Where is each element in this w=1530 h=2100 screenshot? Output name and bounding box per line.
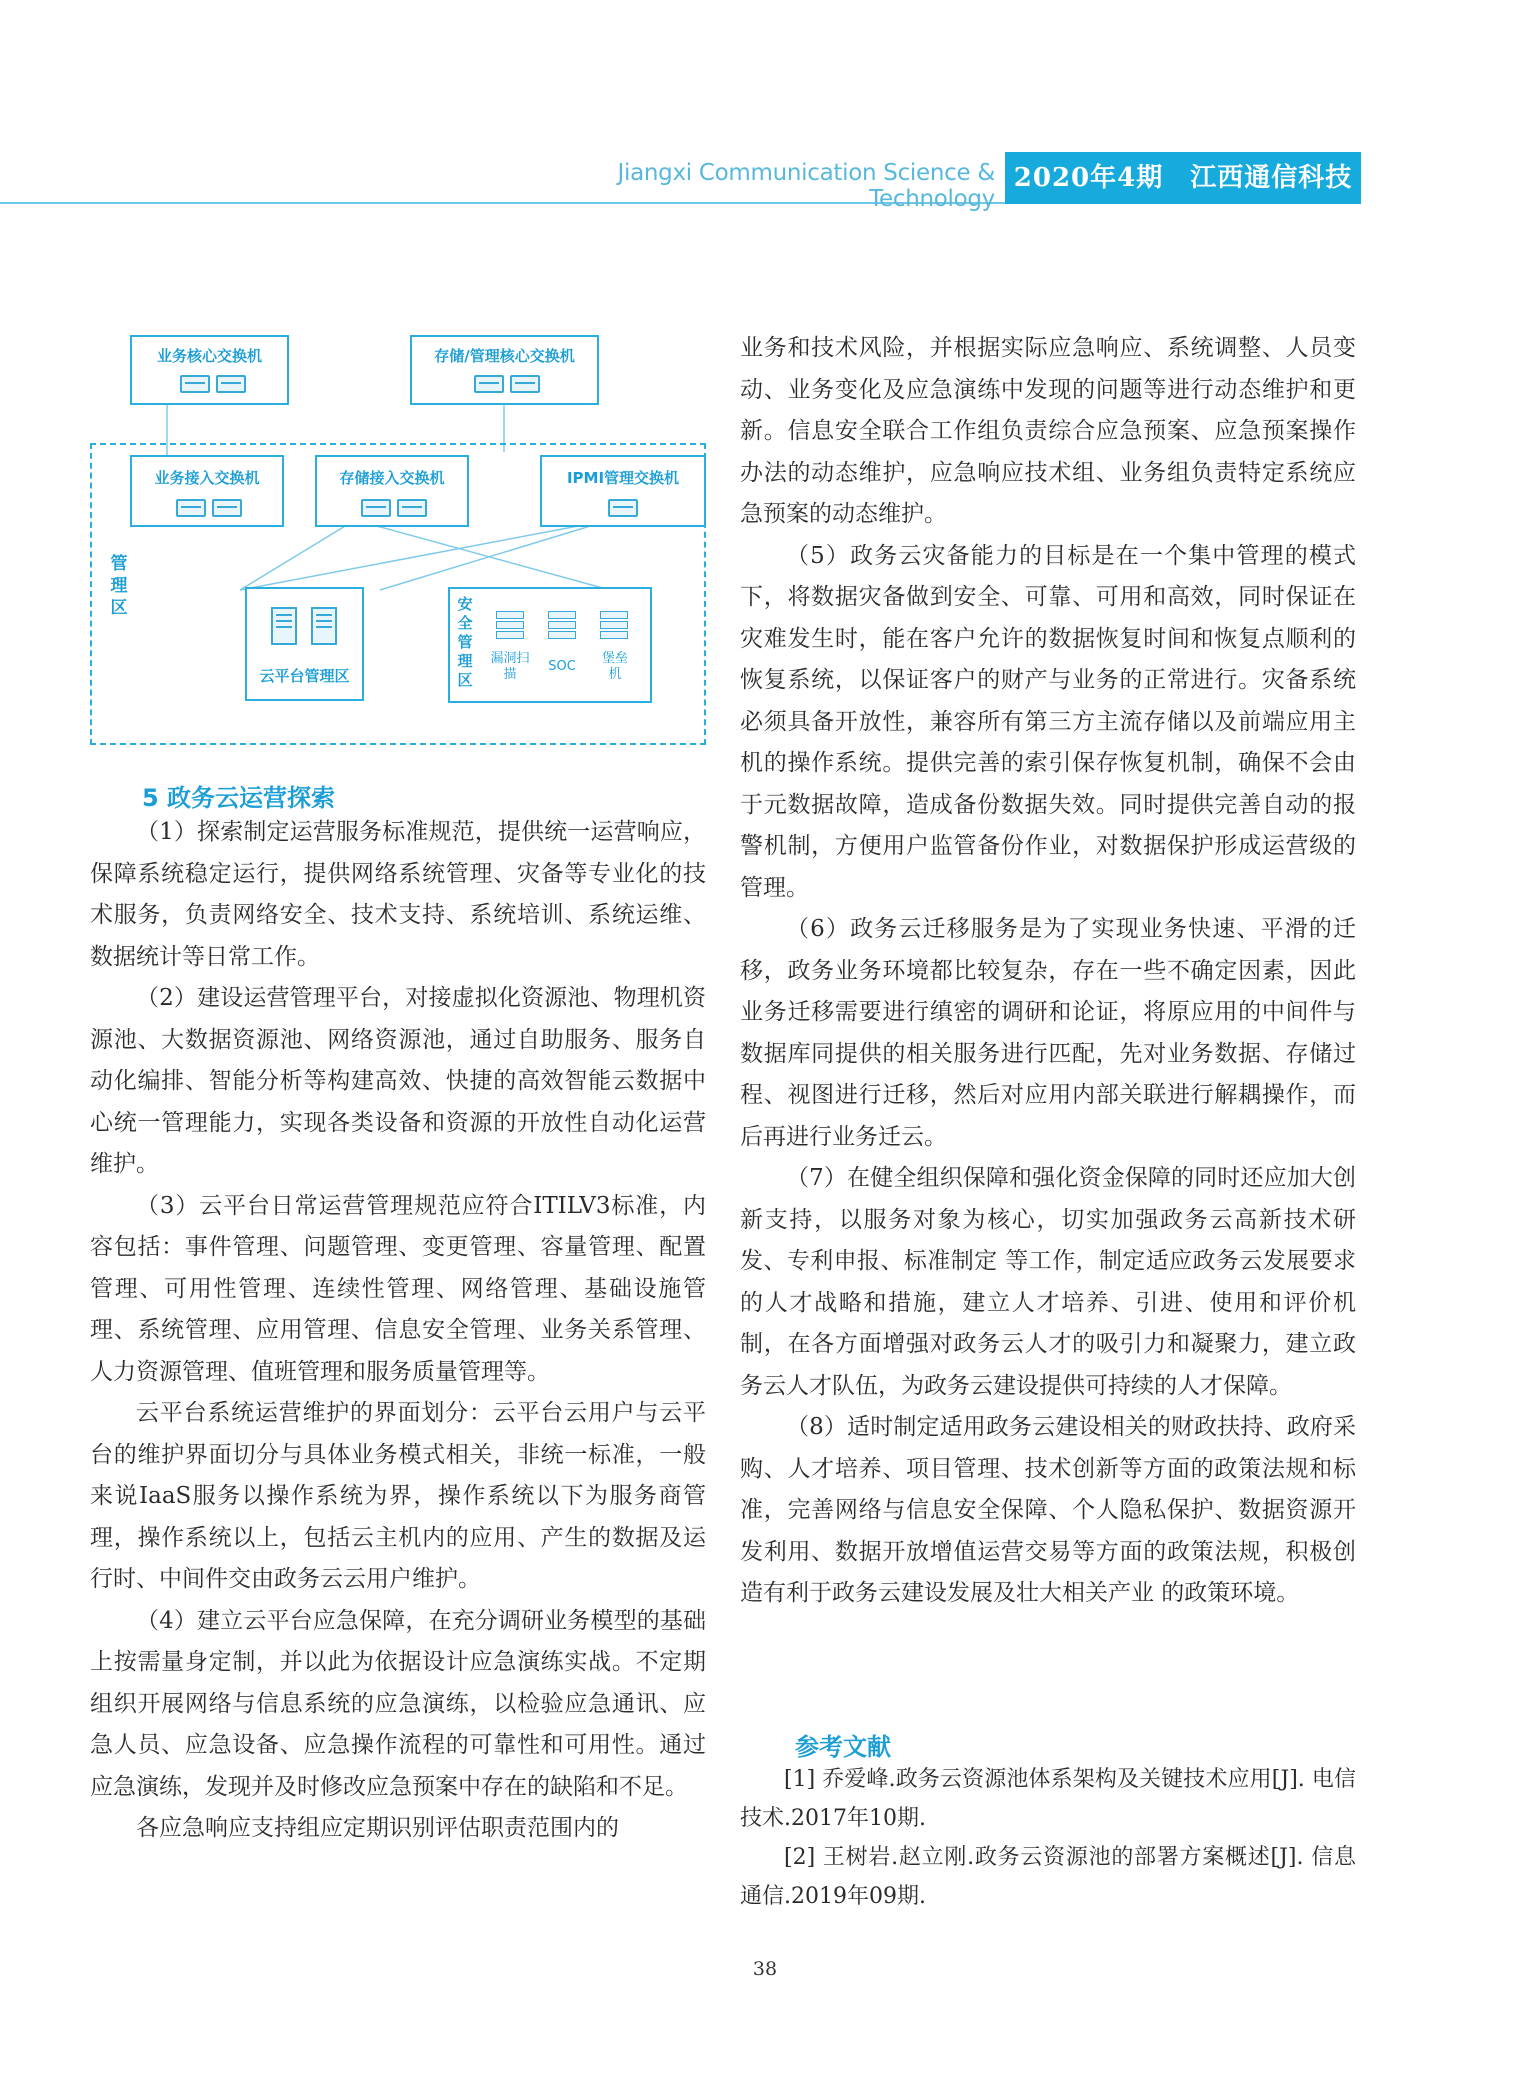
switch-icon — [474, 375, 504, 393]
paragraph: 各应急响应支持组应定期识别评估职责范围内的 — [136, 1815, 619, 1841]
scanner-icon — [496, 611, 524, 639]
server-icon — [271, 607, 297, 645]
ipmi-switch-label: IPMI管理交换机 — [566, 469, 680, 487]
bastion-icon — [600, 611, 628, 639]
soc-label: SOC — [548, 659, 576, 674]
cloud-mgmt-zone — [245, 587, 364, 701]
switch-icon — [510, 375, 540, 393]
core-business-switch — [130, 335, 289, 405]
issue-banner: 2020年4期 江西通信科技 — [1005, 152, 1361, 204]
paragraph: （1）探索制定运营服务标准规范，提供统一运营响应，保障系统稳定运行，提供网络系统管理、灾备等专业化的技术服务，负责网络安全、技术支持、系统培训、系统运维、数据统计等日常工作。 — [90, 819, 706, 970]
right-column — [740, 328, 1356, 1615]
switch-icon — [212, 499, 242, 517]
page-number: 38 — [752, 1958, 778, 1980]
switch-icon — [180, 375, 210, 393]
access-storage-switch-label: 存储接入交换机 — [339, 469, 445, 487]
core-storage-switch-label: 存储/管理核心交换机 — [434, 347, 575, 365]
section-title: 5 政务云运营探索 — [142, 784, 336, 812]
access-business-switch-label: 业务接入交换机 — [154, 469, 260, 487]
switch-icon — [608, 499, 638, 517]
left-column — [90, 812, 706, 1850]
paragraph: （3）云平台日常运营管理规范应符合ITILV3标准，内容包括：事件管理、问题管理、变更管理、容量管理、配置管理、可用性管理、连续性管理、网络管理、基础设施管理、系统管理、应用管理、信息安全管理、业务关系管理、人力资源管理、值班管理和服务质量管理等。 — [90, 1192, 706, 1385]
switch-icon — [216, 375, 246, 393]
reference-item: [2] 王树岩.赵立刚.政务云资源池的部署方案概述[J]. 信息通信.2019年09期. — [740, 1845, 1356, 1909]
references-list — [740, 1760, 1356, 1916]
security-zone-label: 安全管理区 — [457, 595, 473, 689]
switch-icon — [176, 499, 206, 517]
bastion-label: 堡垒机 — [601, 651, 628, 682]
switch-icon — [361, 499, 391, 517]
security-zone — [448, 587, 652, 703]
paragraph: （5）政务云灾备能力的目标是在一个集中管理的模式下，将数据灾备做到安全、可靠、可用和高效，同时保证在灾难发生时，能在客户允许的数据恢复时间和恢复点顺利的恢复系统，以保证客户的财产与业务的正常进行。灾备系统必须具备开放性，兼容所有第三方主流存储以及前端应用主机的操作系统。提供完善的索引保存恢复机制，确保不会由于元数据故障，造成备份数据失效。同时提供完善自动的报警机制，方便用户监管备份作业，对数据保护形成运营级的管理。 — [740, 542, 1356, 901]
paragraph: 云平台系统运营维护的界面划分：云平台云用户与云平台的维护界面切分与具体业务模式相关，非统一标准，一般来说IaaS服务以操作系统为界，操作系统以下为服务商管理，操作系统以上，包括云主机内的应用、产生的数据及运行时、中间件交由政务云云用户维护。 — [90, 1400, 706, 1592]
access-storage-switch — [315, 455, 469, 527]
core-storage-switch — [410, 335, 599, 405]
paragraph: （4）建立云平台应急保障，在充分调研业务模型的基础上按需量身定制，并以此为依据设计应急演练实战。不定期组织开展网络与信息系统的应急演练，以检验应急通讯、应急人员、应急设备、应急操作流程的可靠性和可用性。通过应急演练，发现并及时修改应急预案中存在的缺陷和不足。 — [90, 1607, 706, 1800]
reference-item: [1] 乔爱峰.政务云资源池体系架构及关键技术应用[J]. 电信技术.2017年10期. — [740, 1767, 1356, 1831]
paragraph: （6）政务云迁移服务是为了实现业务快速、平滑的迁移，政务业务环境都比较复杂，存在一些不确定因素，因此业务迁移需要进行缜密的调研和论证，将原应用的中间件与数据库同提供的相关服务进行匹配，先对业务数据、存储过程、视图进行迁移，然后对应用内部关联进行解耦操作，而后再进行业务迁云。 — [740, 916, 1356, 1150]
cloud-mgmt-zone-label: 云平台管理区 — [259, 667, 350, 685]
journal-english-title: Jiangxi Communication Science & Technology — [617, 160, 995, 212]
paragraph: （8）适时制定适用政务云建设相关的财政扶持、政府采购、人才培养、项目管理、技术创新等方面的政策法规和标准，完善网络与信息安全保障、个人隐私保护、数据资源开发利用、数据开放增值运营交易等方面的政策法规，积极创造有利于政务云建设发展及壮大相关产业 的政策环境。 — [740, 1414, 1356, 1606]
access-business-switch — [130, 455, 284, 527]
soc-icon — [548, 611, 576, 639]
server-icon — [311, 607, 337, 645]
references-title: 参考文献 — [795, 1733, 891, 1761]
core-business-switch-label: 业务核心交换机 — [156, 347, 262, 365]
switch-icon — [397, 499, 427, 517]
network-diagram — [80, 325, 710, 745]
paragraph: 业务和技术风险，并根据实际应急响应、系统调整、人员变动、业务变化及应急演练中发现的问题等进行动态维护和更新。信息安全联合工作组负责综合应急预案、应急预案操作办法的动态维护，应急响应技术组、业务组负责特定系统应急预案的动态维护。 — [740, 335, 1356, 527]
ipmi-switch — [540, 455, 706, 527]
paragraph: （7）在健全组织保障和强化资金保障的同时还应加大创新支持，以服务对象为核心，切实加强政务云高新技术研发、专利申报、标准制定 等工作，制定适应政务云发展要求的人才战略和措施，建立人才培养、引进、使用和评价机制，在各方面增强对政务云人才的吸引力和凝聚力，建立政务云人才队伍，为政务云建设提供可持续的人才保障。 — [740, 1165, 1356, 1399]
management-zone-label: 管理区 — [110, 554, 128, 618]
vuln-scan-label: 漏洞扫描 — [490, 651, 530, 682]
paragraph: （2）建设运营管理平台，对接虚拟化资源池、物理机资源池、大数据资源池、网络资源池，通过自助服务、服务自动化编排、智能分析等构建高效、快捷的高效智能云数据中心统一管理能力，实现各类设备和资源的开放性自动化运营维护。 — [90, 985, 706, 1177]
